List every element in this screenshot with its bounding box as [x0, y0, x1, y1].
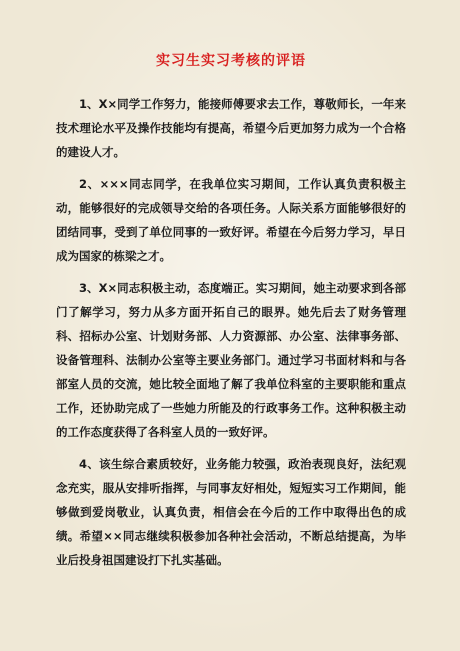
- paragraph-1: 1、X×同学工作努力，能接师傅要求去工作，尊敬师长，一年来技术理论水平及操作技能均有提高，希望今后更加努力成为一个合格的建设人才。: [56, 97, 406, 159]
- document-title: 实习生实习考核的评语: [156, 53, 306, 69]
- paragraph-2: 2、×××同志同学，在我单位实习期间，工作认真负责积极主动，能够很好的完成领导交给的各项任务。人际关系方面能够很好的团结同事，受到了单位同事的一致好评。希望在今后努力学习，早日成为国家的栋梁之才。: [56, 177, 406, 263]
- paragraph-3: 3、X×同志积极主动，态度端正。实习期间，她主动要求到各部门了解学习，努力从多方面开拓自己的眼界。她先后去了财务管理科、招标办公室、计划财务部、人力资源部、办公室、法律事务部、设备管理科、法制办公室等主要业务部门。通过学习书面材料和与各部室人员的交流，她比较全面地了解了我单位科室的主要职能和重点工作，还协助完成了一些她力所能及的行政事务工作。这种积极主动的工作态度获得了各科室人员的一致好评。: [56, 281, 406, 439]
- paragraph-4: 4、该生综合素质较好，业务能力较强，政治表现良好，法纪观念充实，服从安排听指挥，与同事友好相处，短短实习工作期间，能够做到爱岗敬业，认真负责，相信会在今后的工作中取得出色的成绩。希望××同志继续积极参加各种社会活动，不断总结提高，为毕业后投身祖国建设打下扎实基础。: [56, 457, 406, 567]
